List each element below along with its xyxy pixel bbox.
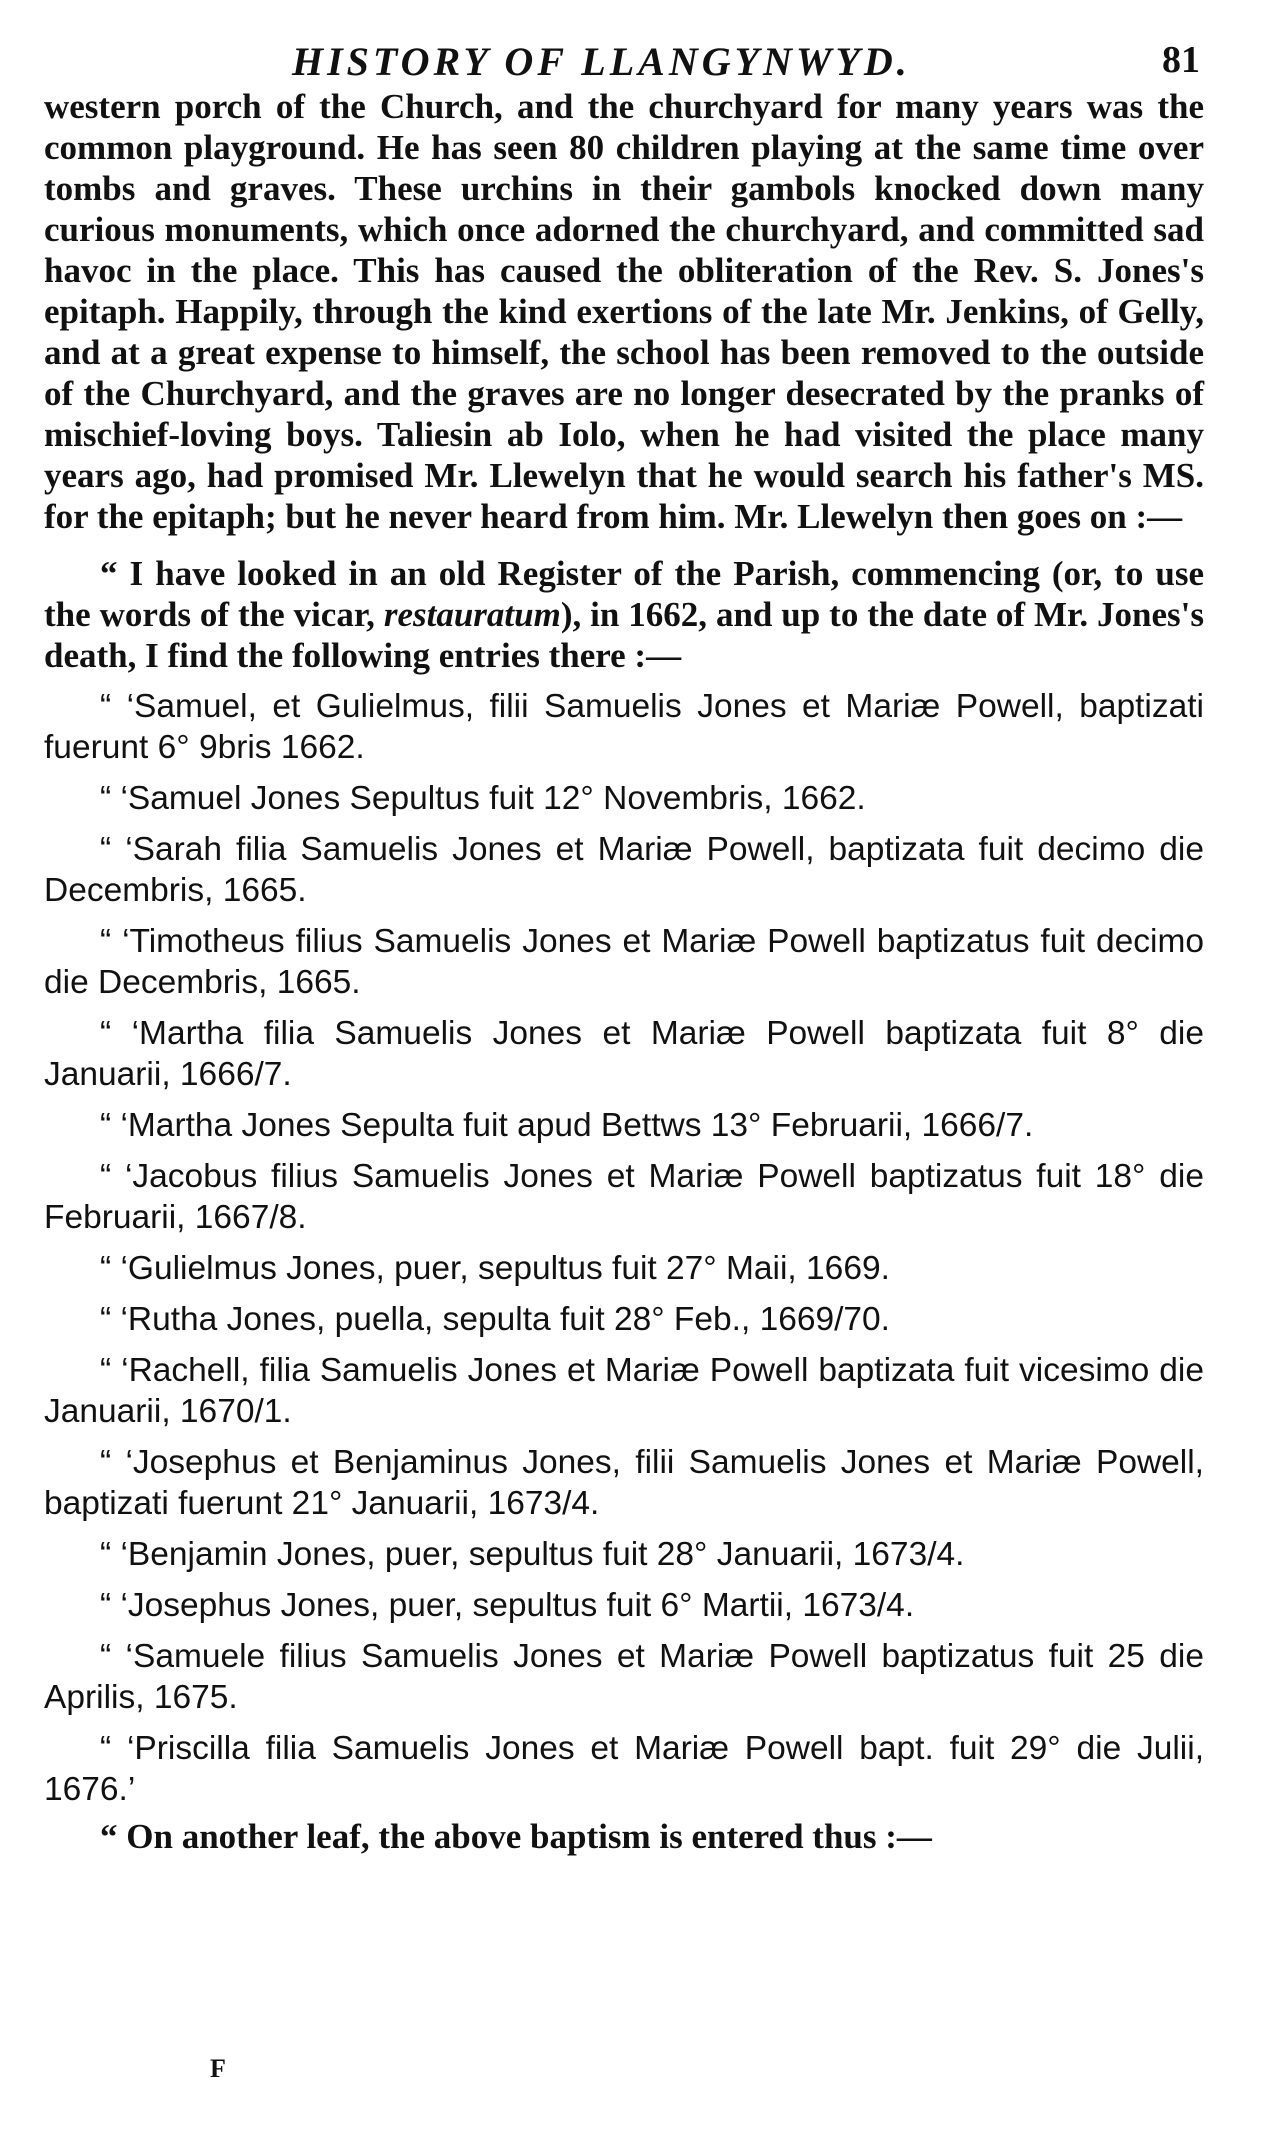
register-quote-intro bbox=[44, 553, 1204, 676]
quote-intro-italic-word: restauratum bbox=[383, 595, 561, 634]
register-entry: “ ‘Gulielmus Jones, puer, sepultus fuit 27° Maii, 1669. bbox=[100, 1250, 890, 1287]
register-entry: “ ‘Sarah filia Samuelis Jones et Mariæ Powell, baptizata fuit decimo die Decembris, 1665. bbox=[44, 831, 1204, 909]
book-page bbox=[44, 30, 1204, 1857]
register-entry: “ ‘Priscilla filia Samuelis Jones et Mariæ Powell bapt. fuit 29° die Julii, 1676.’ bbox=[44, 1730, 1204, 1808]
quote-intro-text-start: “ I have looked in an old Register of the Parish, commencing (or, to use the words of the vicar, bbox=[44, 554, 1204, 634]
register-entry: “ ‘Rutha Jones, puella, sepulta fuit 28° Feb., 1669/70. bbox=[100, 1301, 890, 1338]
register-entry: “ ‘Timotheus filius Samuelis Jones et Mariæ Powell baptizatus fuit decimo die Decembris, 1665. bbox=[44, 923, 1204, 1001]
register-entry: “ ‘Samuel, et Gulielmus, filii Samuelis Jones et Mariæ Powell, baptizati fuerunt 6° 9bris 1662. bbox=[44, 688, 1204, 766]
body-text bbox=[44, 86, 1204, 1857]
register-entry: “ ‘Rachell, filia Samuelis Jones et Mariæ Powell baptizata fuit vicesimo die Januarii, 1670/1. bbox=[44, 1352, 1204, 1430]
register-entry: “ ‘Samuele filius Samuelis Jones et Mariæ Powell baptizatus fuit 25 die Aprilis, 1675. bbox=[44, 1638, 1204, 1716]
running-header bbox=[44, 30, 1204, 86]
register-entry: “ ‘Martha filia Samuelis Jones et Mariæ Powell baptizata fuit 8° die Januarii, 1666/7. bbox=[44, 1015, 1204, 1093]
register-entry: “ ‘Jacobus filius Samuelis Jones et Mariæ Powell baptizatus fuit 18° die Februarii, 1667/8. bbox=[44, 1158, 1204, 1236]
running-title: HISTORY OF LLANGYNWYD. bbox=[292, 39, 911, 84]
intro-paragraph: western porch of the Church, and the churchyard for many years was the common playground. He has seen 80 children playing at the same time over tombs and graves. These urchins in their gambols knocked down many curious monuments, which once adorned the churchyard, and committed sad havoc in the place. This has caused the obliteration of the Rev. S. Jones's epitaph. Happily, through the kind exertions of the late Mr. Jenkins, of Gelly, and at a great expense to himself, the school has been removed to the outside of the Churchyard, and the graves are no longer desecrated by the pranks of mischief-loving boys. Taliesin ab Iolo, when he had visited the place many years ago, had promised Mr. Llewelyn that he would search his father's MS. for the epitaph; but he never heard from him. Mr. Llewelyn then goes on :— bbox=[44, 87, 1204, 536]
closing-line: “ On another leaf, the above baptism is entered thus :— bbox=[100, 1817, 932, 1856]
register-entry: “ ‘Josephus et Benjaminus Jones, filii Samuelis Jones et Mariæ Powell, baptizati fuerunt 21° Januarii, 1673/4. bbox=[44, 1444, 1204, 1522]
quote-intro-text-end: ), in 1662, and up to the date of Mr. Jones's death, I find the following entries there :— bbox=[44, 595, 1204, 675]
register-entry: “ ‘Benjamin Jones, puer, sepultus fuit 28° Januarii, 1673/4. bbox=[100, 1536, 965, 1573]
page-number: 81 bbox=[1162, 39, 1200, 81]
register-entry: “ ‘Josephus Jones, puer, sepultus fuit 6° Martii, 1673/4. bbox=[100, 1587, 915, 1624]
register-entry: “ ‘Samuel Jones Sepultus fuit 12° Novembris, 1662. bbox=[100, 780, 866, 817]
printer-signature-mark: F bbox=[210, 2054, 226, 2083]
register-entry: “ ‘Martha Jones Sepulta fuit apud Bettws 13° Februarii, 1666/7. bbox=[100, 1107, 1034, 1144]
